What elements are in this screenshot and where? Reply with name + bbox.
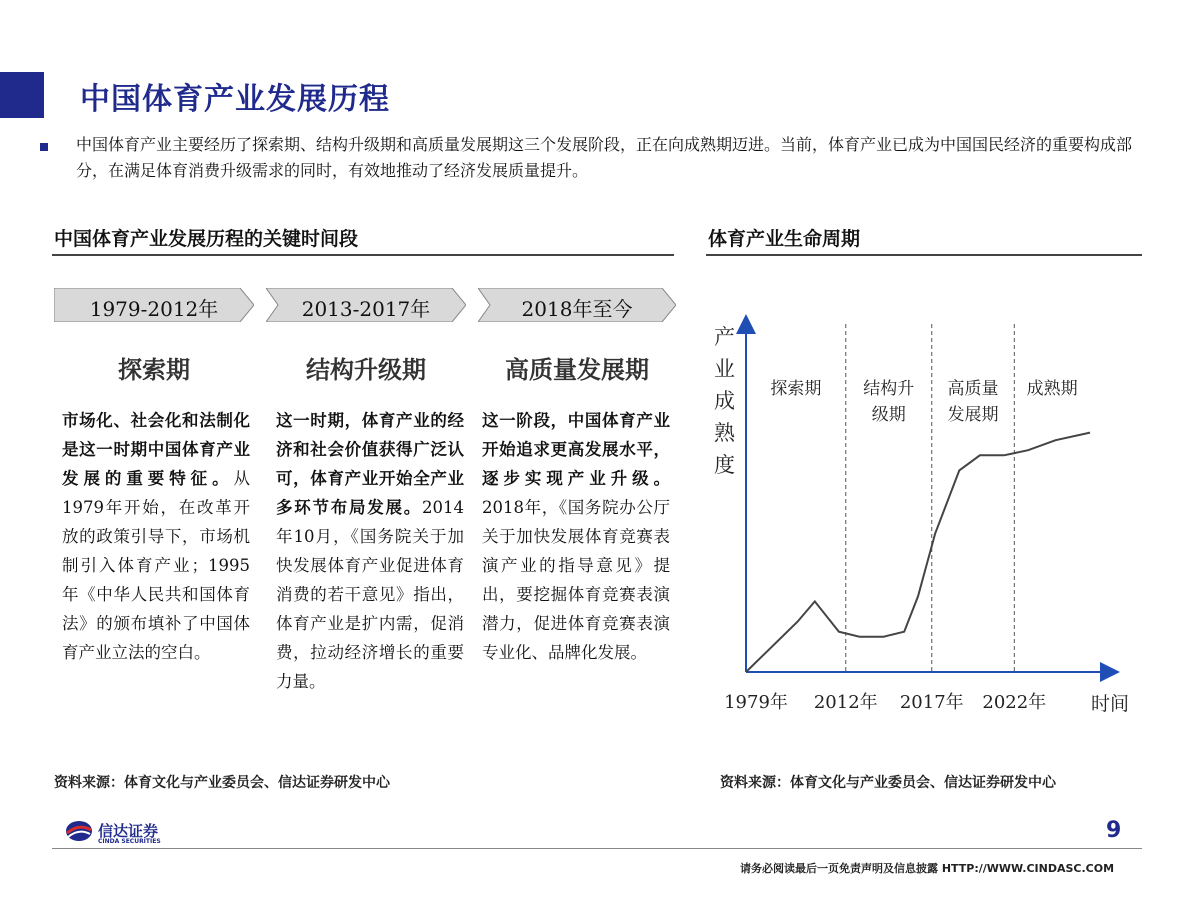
period-arrow-3	[478, 288, 676, 322]
logo-icon	[64, 818, 94, 844]
stage-name-2: 结构升级期	[306, 356, 426, 384]
x-tick-label: 2017年	[899, 692, 964, 713]
stage-highlight-2: 这一时期，体育产业的经济和社会价值获得广泛认可，体育产业开始全产业多环节布局发展。	[276, 411, 464, 517]
left-section-divider	[52, 254, 674, 256]
stage-description-2	[276, 406, 464, 696]
y-axis-label-char: 度	[714, 453, 735, 477]
bullet-marker	[40, 143, 48, 151]
stage-body-3: 2018年，《国务院办公厅关于加快发展体育竞赛表演产业的指导意见》提出，要挖掘体育竞赛表演潜力，促进体育竞赛表演专业化、品牌化发展。	[482, 498, 670, 662]
phase-label: 结构升	[863, 379, 915, 399]
lifecycle-chart	[700, 310, 1150, 730]
y-axis-label-char: 熟	[714, 421, 735, 445]
lifecycle-curve	[746, 433, 1090, 672]
stage-body-1: 从1979年开始，在改革开放的政策引导下，市场机制引入体育产业；1995年《中华人民共和国体育法》的颁布填补了中国体育产业立法的空白。	[62, 469, 250, 662]
logo-subtext: CINDA SECURITIES	[98, 838, 161, 845]
x-tick-label: 2012年	[813, 692, 878, 713]
page-title: 中国体育产业发展历程	[80, 82, 390, 117]
logo-text: 信达证券	[98, 822, 159, 840]
y-axis-label-char: 成	[714, 389, 735, 413]
y-axis-label	[714, 325, 736, 477]
footer-disclaimer: 请务必阅读最后一页免责声明及信息披露 HTTP://WWW.CINDASC.COM	[740, 862, 1115, 875]
period-arrow-1	[54, 288, 254, 322]
right-source-note: 资料来源：体育文化与产业委员会、信达证券研发中心	[720, 775, 1056, 791]
phase-label: 级期	[871, 405, 906, 425]
period-years-1: 1979-2012年	[89, 297, 219, 321]
y-axis-label-char: 产	[714, 325, 735, 349]
right-section-title: 体育产业生命周期	[708, 228, 861, 250]
footer-divider	[52, 848, 1142, 849]
page-number: 9	[1106, 818, 1122, 843]
phase-label: 发展期	[947, 405, 999, 425]
x-axis-label: 时间	[1090, 693, 1130, 715]
left-section-title: 中国体育产业发展历程的关键时间段	[54, 228, 359, 250]
left-source-note: 资料来源：体育文化与产业委员会、信达证券研发中心	[54, 775, 390, 791]
intro-paragraph: 中国体育产业主要经历了探索期、结构升级期和高质量发展期这三个发展阶段，正在向成熟期迈进。当前，体育产业已成为中国国民经济的重要构成部分，在满足体育消费升级需求的同时，有效地推动了经济发展质量提升。	[76, 135, 1133, 180]
stage-highlight-3: 这一阶段，中国体育产业开始追求更高发展水平，逐步实现产业升级。	[482, 411, 670, 488]
stage-description-3	[482, 406, 670, 667]
stage-highlight-1: 市场化、社会化和法制化是这一时期中国体育产业发展的重要特征。	[62, 411, 250, 488]
phase-label: 成熟期	[1026, 379, 1078, 399]
title-accent-bar	[0, 72, 44, 118]
stage-name-1: 探索期	[118, 356, 190, 384]
x-tick-label: 2022年	[982, 692, 1047, 713]
stage-body-2: 2014年10月，《国务院关于加快发展体育产业促进体育消费的若干意见》指出，体育产业是扩内需，促消费，拉动经济增长的重要力量。	[276, 498, 464, 691]
right-section-divider	[706, 254, 1142, 256]
company-logo	[64, 818, 194, 848]
period-years-2: 2013-2017年	[301, 297, 431, 321]
period-arrow-2	[266, 288, 466, 322]
y-axis-label-char: 业	[714, 357, 735, 381]
period-years-3: 2018年至今	[521, 297, 633, 321]
x-tick-label: 1979年	[724, 692, 788, 713]
stage-description-1	[62, 406, 250, 667]
stage-name-3: 高质量发展期	[505, 356, 649, 384]
phase-label: 高质量	[947, 379, 999, 399]
phase-label: 探索期	[770, 379, 822, 399]
